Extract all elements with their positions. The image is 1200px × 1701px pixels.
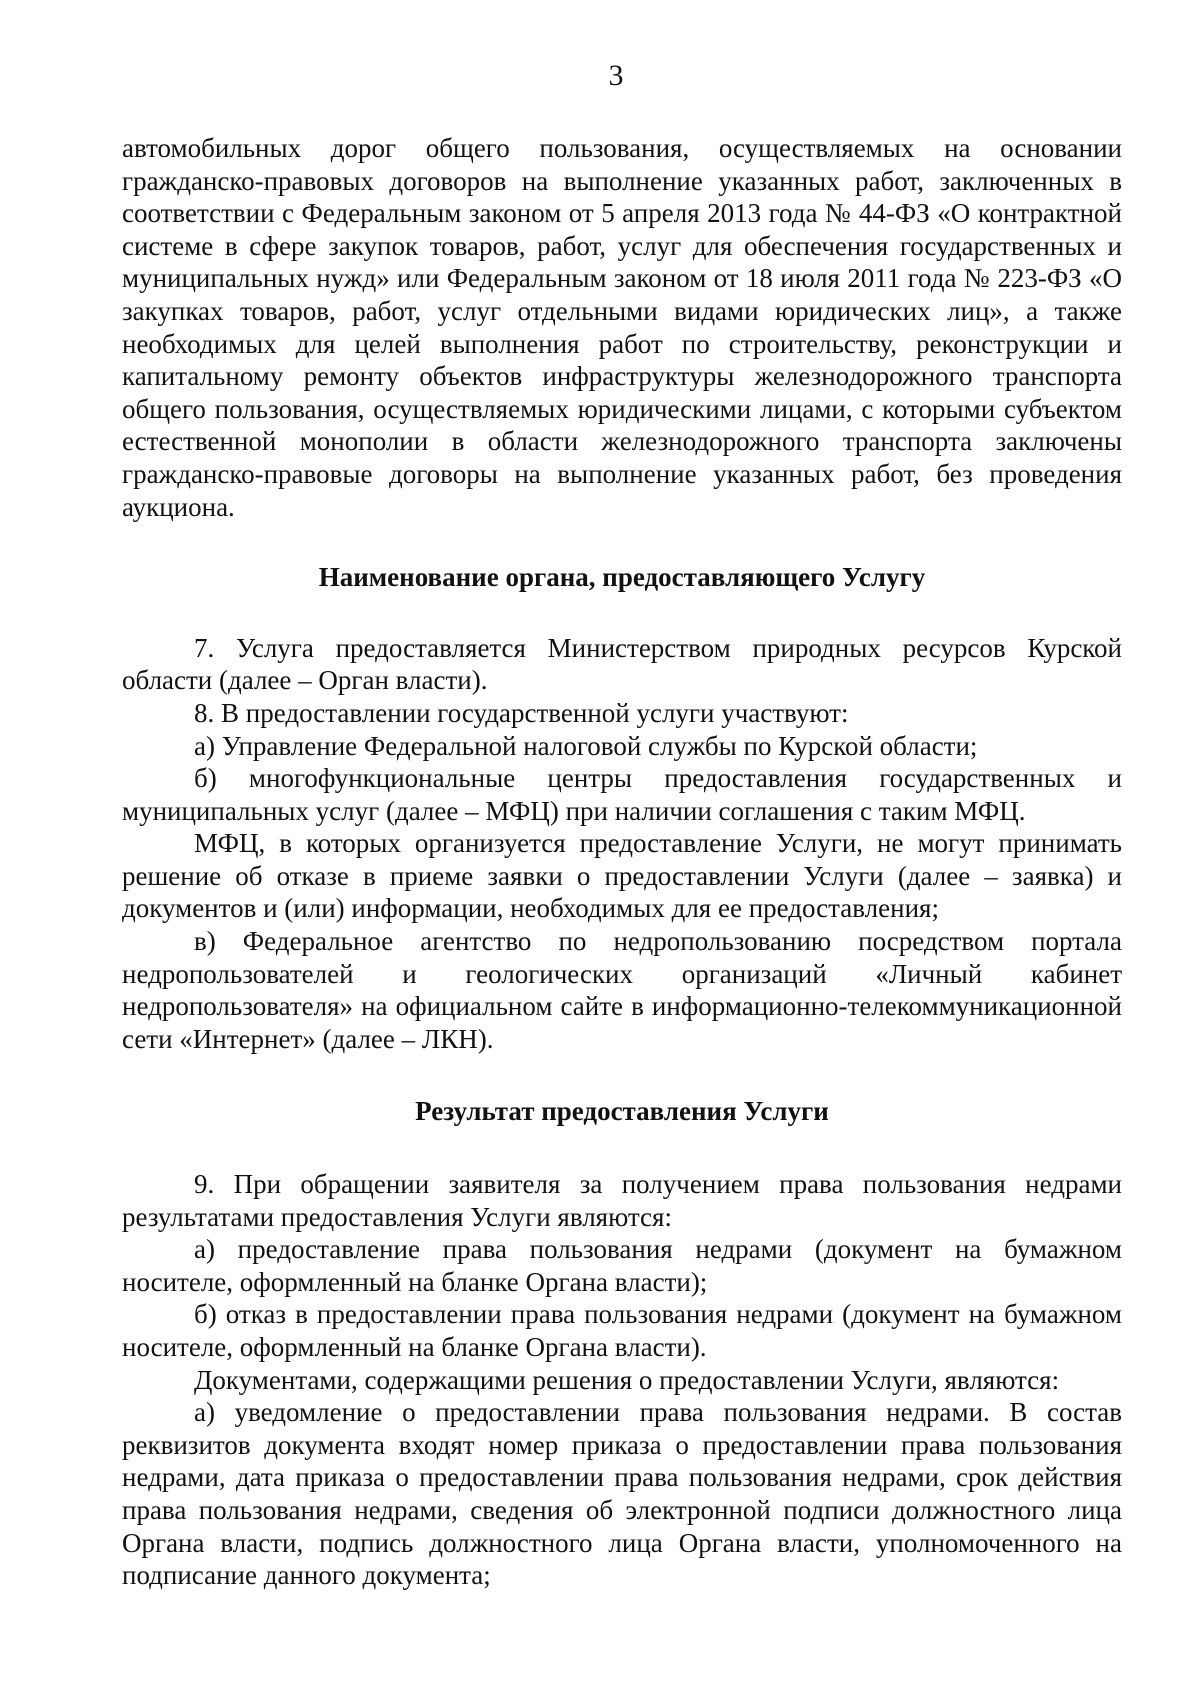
paragraph-9: 9. При обращении заявителя за получением права пользования недрами результатами предоставления Услуги являются: [122,1169,1122,1232]
paragraph-8a: а) Управление Федеральной налоговой службы по Курской области; [194,730,978,761]
paragraph-9b: б) отказ в предоставлении права пользования недрами (документ на бумажном носителе, оформленный на бланке Органа власти). [122,1299,1122,1362]
section-heading-result: Результат предоставления Услуги [415,1096,829,1127]
paragraph-notification: а) уведомление о предоставлении права пользования недрами. В состав реквизитов документа входят номер приказа о предоставлении права пользования недрами, дата приказа о предоставлении права пользования недрами, срок действия права пользования недрами, сведения об электронной подписи должностного лица Органа власти, подпись должностного лица Органа власти, уполномоченного на подписание данного документа; [122,1397,1122,1591]
paragraph-7: 7. Услуга предоставляется Министерством природных ресурсов Курской области (далее – Орган власти). [122,632,1122,696]
intro-paragraph: автомобильных дорог общего пользования, осуществляемых на основании гражданско-правовых договоров на выполнение указанных работ, заключенных в соответствии с Федеральным законом от 5 апреля 2013 года № 44-ФЗ «О контрактной системе в сфере закупок товаров, работ, услуг для обеспечения государственных и муниципальных нужд» или Федеральным законом от 18 июля 2011 года № 223-ФЗ «О закупках товаров, работ, услуг отдельными видами юридических лиц», а также необходимых для целей выполнения работ по строительству, реконструкции и капитальному ремонту объектов инфраструктуры железнодорожного транспорта общего пользования, осуществляемых юридическими лицами, с которыми субъектом естественной монополии в области железнодорожного транспорта заключены гражданско-правовые договоры на выполнение указанных работ, без проведения аукциона. [122,133,1122,522]
paragraph-mfc: МФЦ, в которых организуется предоставление Услуги, не могут принимать решение об отказе в приеме заявки о предоставлении Услуги (далее – заявка) и документов и (или) информации, необходимых для ее предоставления; [122,828,1122,924]
document-body [122,132,1122,1592]
section-heading-authority: Наименование органа, предоставляющего Услугу [318,562,926,593]
paragraph-8: 8. В предоставлении государственной услуги участвуют: [194,697,849,728]
page-number: 3 [608,59,624,92]
paragraph-documents: Документами, содержащими решения о предоставлении Услуги, являются: [194,1364,1060,1395]
paragraph-8b: б) многофункциональные центры предоставления государственных и муниципальных услуг (далее – МФЦ) при наличии соглашения с таким МФЦ. [122,763,1122,826]
paragraph-8v: в) Федеральное агентство по недропользованию посредством портала недропользователей и геологических организаций «Личный кабинет недропользователя» на официальном сайте в информационно-телекоммуникационной сети «Интернет» (далее – ЛКН). [122,926,1122,1054]
paragraph-9a: а) предоставление права пользования недрами (документ на бумажном носителе, оформленный на бланке Органа власти); [122,1234,1122,1297]
